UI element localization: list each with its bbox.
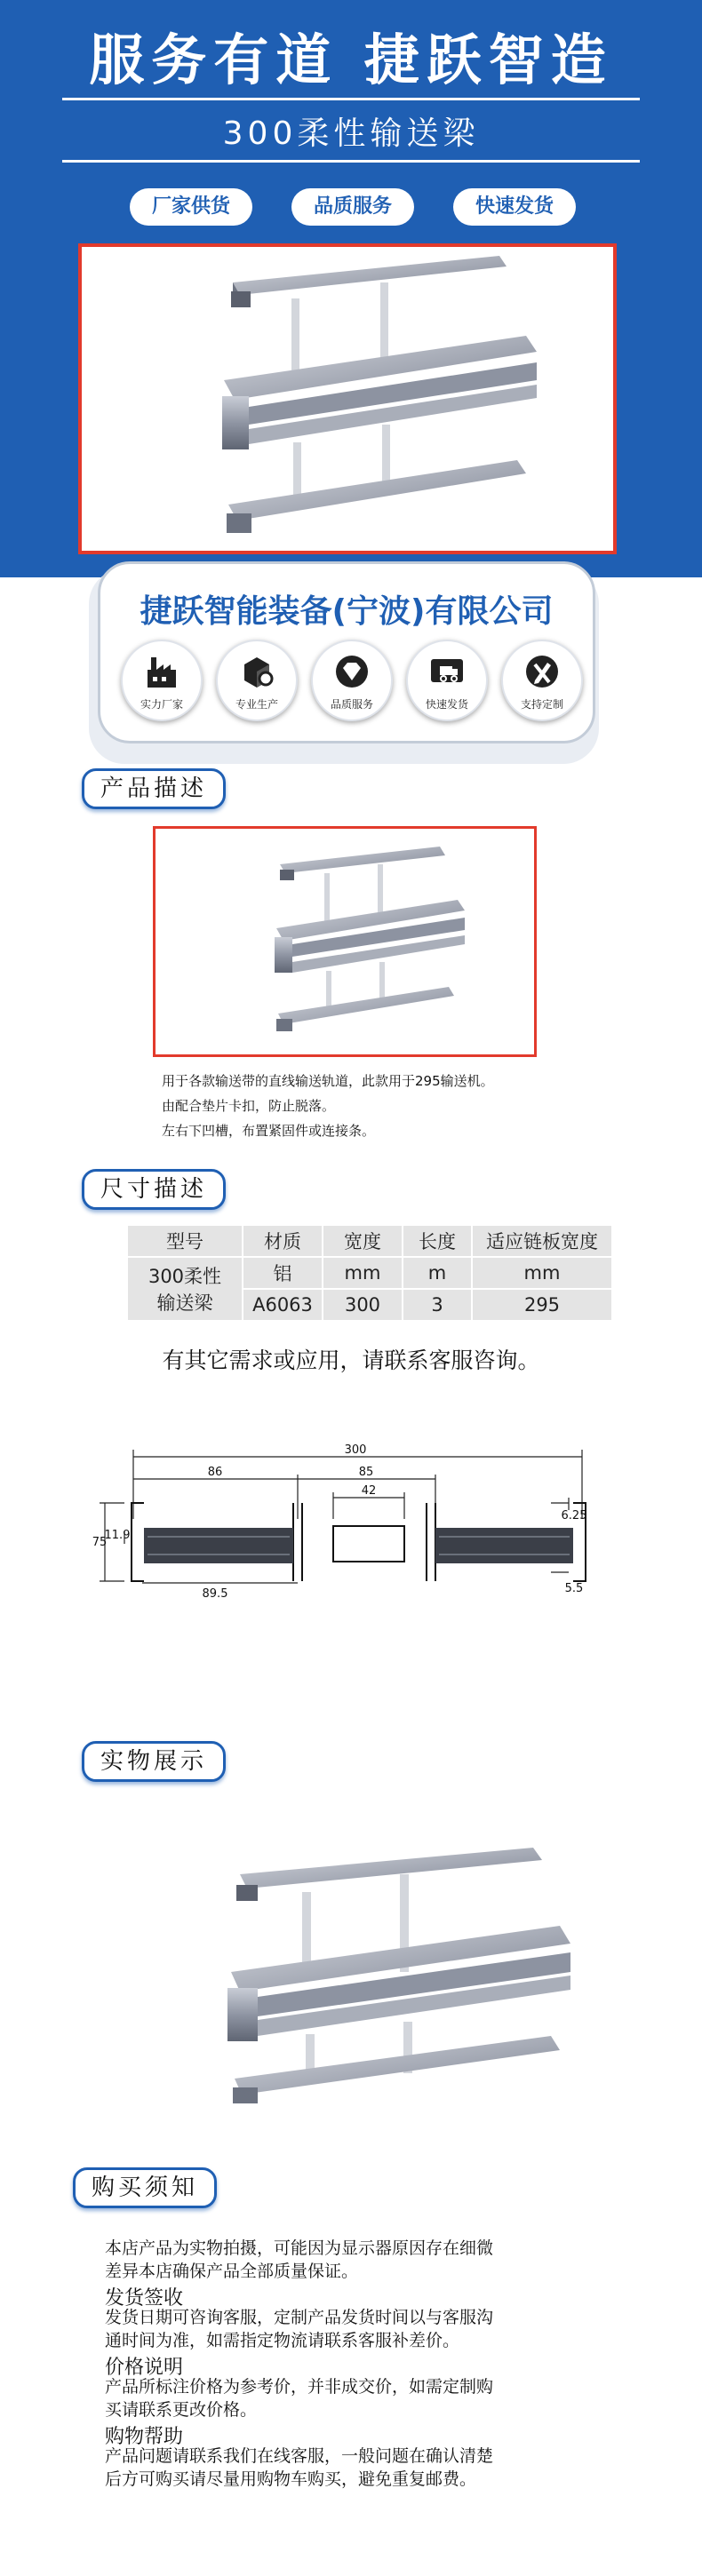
notice-line: 差异本店确保产品全部质量保证。: [105, 2262, 359, 2281]
section-heading-description: 产品描述: [82, 768, 226, 809]
pill-fast-delivery: 快速发货: [453, 188, 576, 226]
badge-fast-delivery: [406, 640, 488, 721]
rail-render-hero: [82, 247, 613, 551]
notice-heading: 价格说明: [105, 2357, 184, 2379]
notice-heading: 发货签收: [105, 2287, 184, 2310]
table-cell: A6063: [243, 1289, 323, 1321]
product-title: 300柔性输送梁: [222, 115, 480, 152]
badge-label: 支持定制: [520, 698, 563, 711]
divider: [62, 160, 640, 163]
description-line: 左右下凹槽，布置紧固件或连接条。: [162, 1123, 376, 1139]
table-header: 长度: [403, 1225, 472, 1257]
section-heading-size: 尺寸描述: [82, 1169, 226, 1210]
table-cell: 295: [472, 1289, 612, 1321]
table-row: [127, 1257, 612, 1289]
notice-line: 产品问题请联系我们在线客服，一般问题在确认清楚: [105, 2446, 494, 2466]
truck-icon: [429, 652, 465, 691]
notice-heading: 购物帮助: [105, 2426, 184, 2448]
table-cell-model: [127, 1257, 243, 1321]
table-cell: 铝: [243, 1257, 323, 1289]
badge-label: 专业生产: [235, 698, 278, 711]
pill-quality-service: 品质服务: [291, 188, 414, 226]
dim-label: 42: [361, 1484, 377, 1498]
contact-note: 有其它需求或应用，请联系客服咨询。: [162, 1348, 540, 1373]
slogan: 服务有道 捷跃智造: [89, 28, 613, 92]
dim-label: 300: [344, 1443, 367, 1457]
section-heading-real: 实物展示: [82, 1741, 226, 1782]
notice-line: 后方可购买请尽量用购物车购买，避免重复邮费。: [105, 2469, 477, 2489]
table-header: 适应链板宽度: [472, 1225, 612, 1257]
rail-render-photo: [142, 1839, 586, 2105]
table-cell: 3: [403, 1289, 472, 1321]
table-header: 型号: [127, 1225, 243, 1257]
table-cell: 300: [323, 1289, 403, 1321]
pencil-ruler-icon: [524, 652, 560, 691]
notice-line: 产品所标注价格为参考价，并非成交价，如需定制购: [105, 2377, 494, 2397]
model-line: 300柔性: [148, 1266, 222, 1287]
badge-label: 快速发货: [425, 698, 468, 711]
badge-custom: [501, 640, 583, 721]
badge-quality: [311, 640, 393, 721]
spec-table: [126, 1224, 613, 1322]
diamond-icon: [334, 652, 370, 691]
description-line: 用于各款输送带的直线输送轨道，此款用于295输送机。: [162, 1073, 494, 1089]
section-heading-purchase: 购买须知: [73, 2167, 217, 2208]
badge-label: 品质服务: [330, 698, 373, 711]
badge-label: 实力厂家: [140, 698, 183, 711]
dim-label: 89.5: [202, 1587, 228, 1601]
notice-line: 买请联系更改价格。: [105, 2400, 258, 2420]
pill-factory-supply: 厂家供货: [130, 188, 252, 226]
dim-label: 86: [207, 1466, 223, 1479]
notice-line: 通时间为准，如需指定物流请联系客服补差价。: [105, 2331, 460, 2350]
table-row: [127, 1225, 612, 1257]
description-line: 由配合垫片卡扣，防止脱落。: [162, 1098, 336, 1114]
hero-product-image: [78, 243, 617, 554]
dim-label: 6.25: [561, 1509, 587, 1523]
factory-icon: [144, 652, 179, 691]
divider: [62, 98, 640, 100]
notice-line: 本店产品为实物拍摄，可能因为显示器原因存在细微: [105, 2238, 494, 2258]
model-line: 输送梁: [156, 1292, 213, 1314]
dim-label: 75: [92, 1536, 108, 1549]
dim-label: 11.9: [104, 1529, 131, 1542]
box-gear-icon: [239, 652, 275, 691]
table-header: 材质: [243, 1225, 323, 1257]
company-name: 捷跃智能装备(宁波)有限公司: [140, 593, 554, 630]
table-cell: mm: [472, 1257, 612, 1289]
dim-label: 85: [358, 1466, 374, 1479]
technical-drawing: [89, 1439, 604, 1617]
rail-render-small: [156, 829, 534, 1054]
table-header: 宽度: [323, 1225, 403, 1257]
badge-factory: [121, 640, 203, 721]
table-cell: mm: [323, 1257, 403, 1289]
description-image: [153, 826, 537, 1057]
dim-label: 5.5: [564, 1582, 584, 1595]
notice-line: 发货日期可咨询客服，定制产品发货时间以与客服沟: [105, 2308, 494, 2327]
table-cell: m: [403, 1257, 472, 1289]
badge-production: [216, 640, 298, 721]
